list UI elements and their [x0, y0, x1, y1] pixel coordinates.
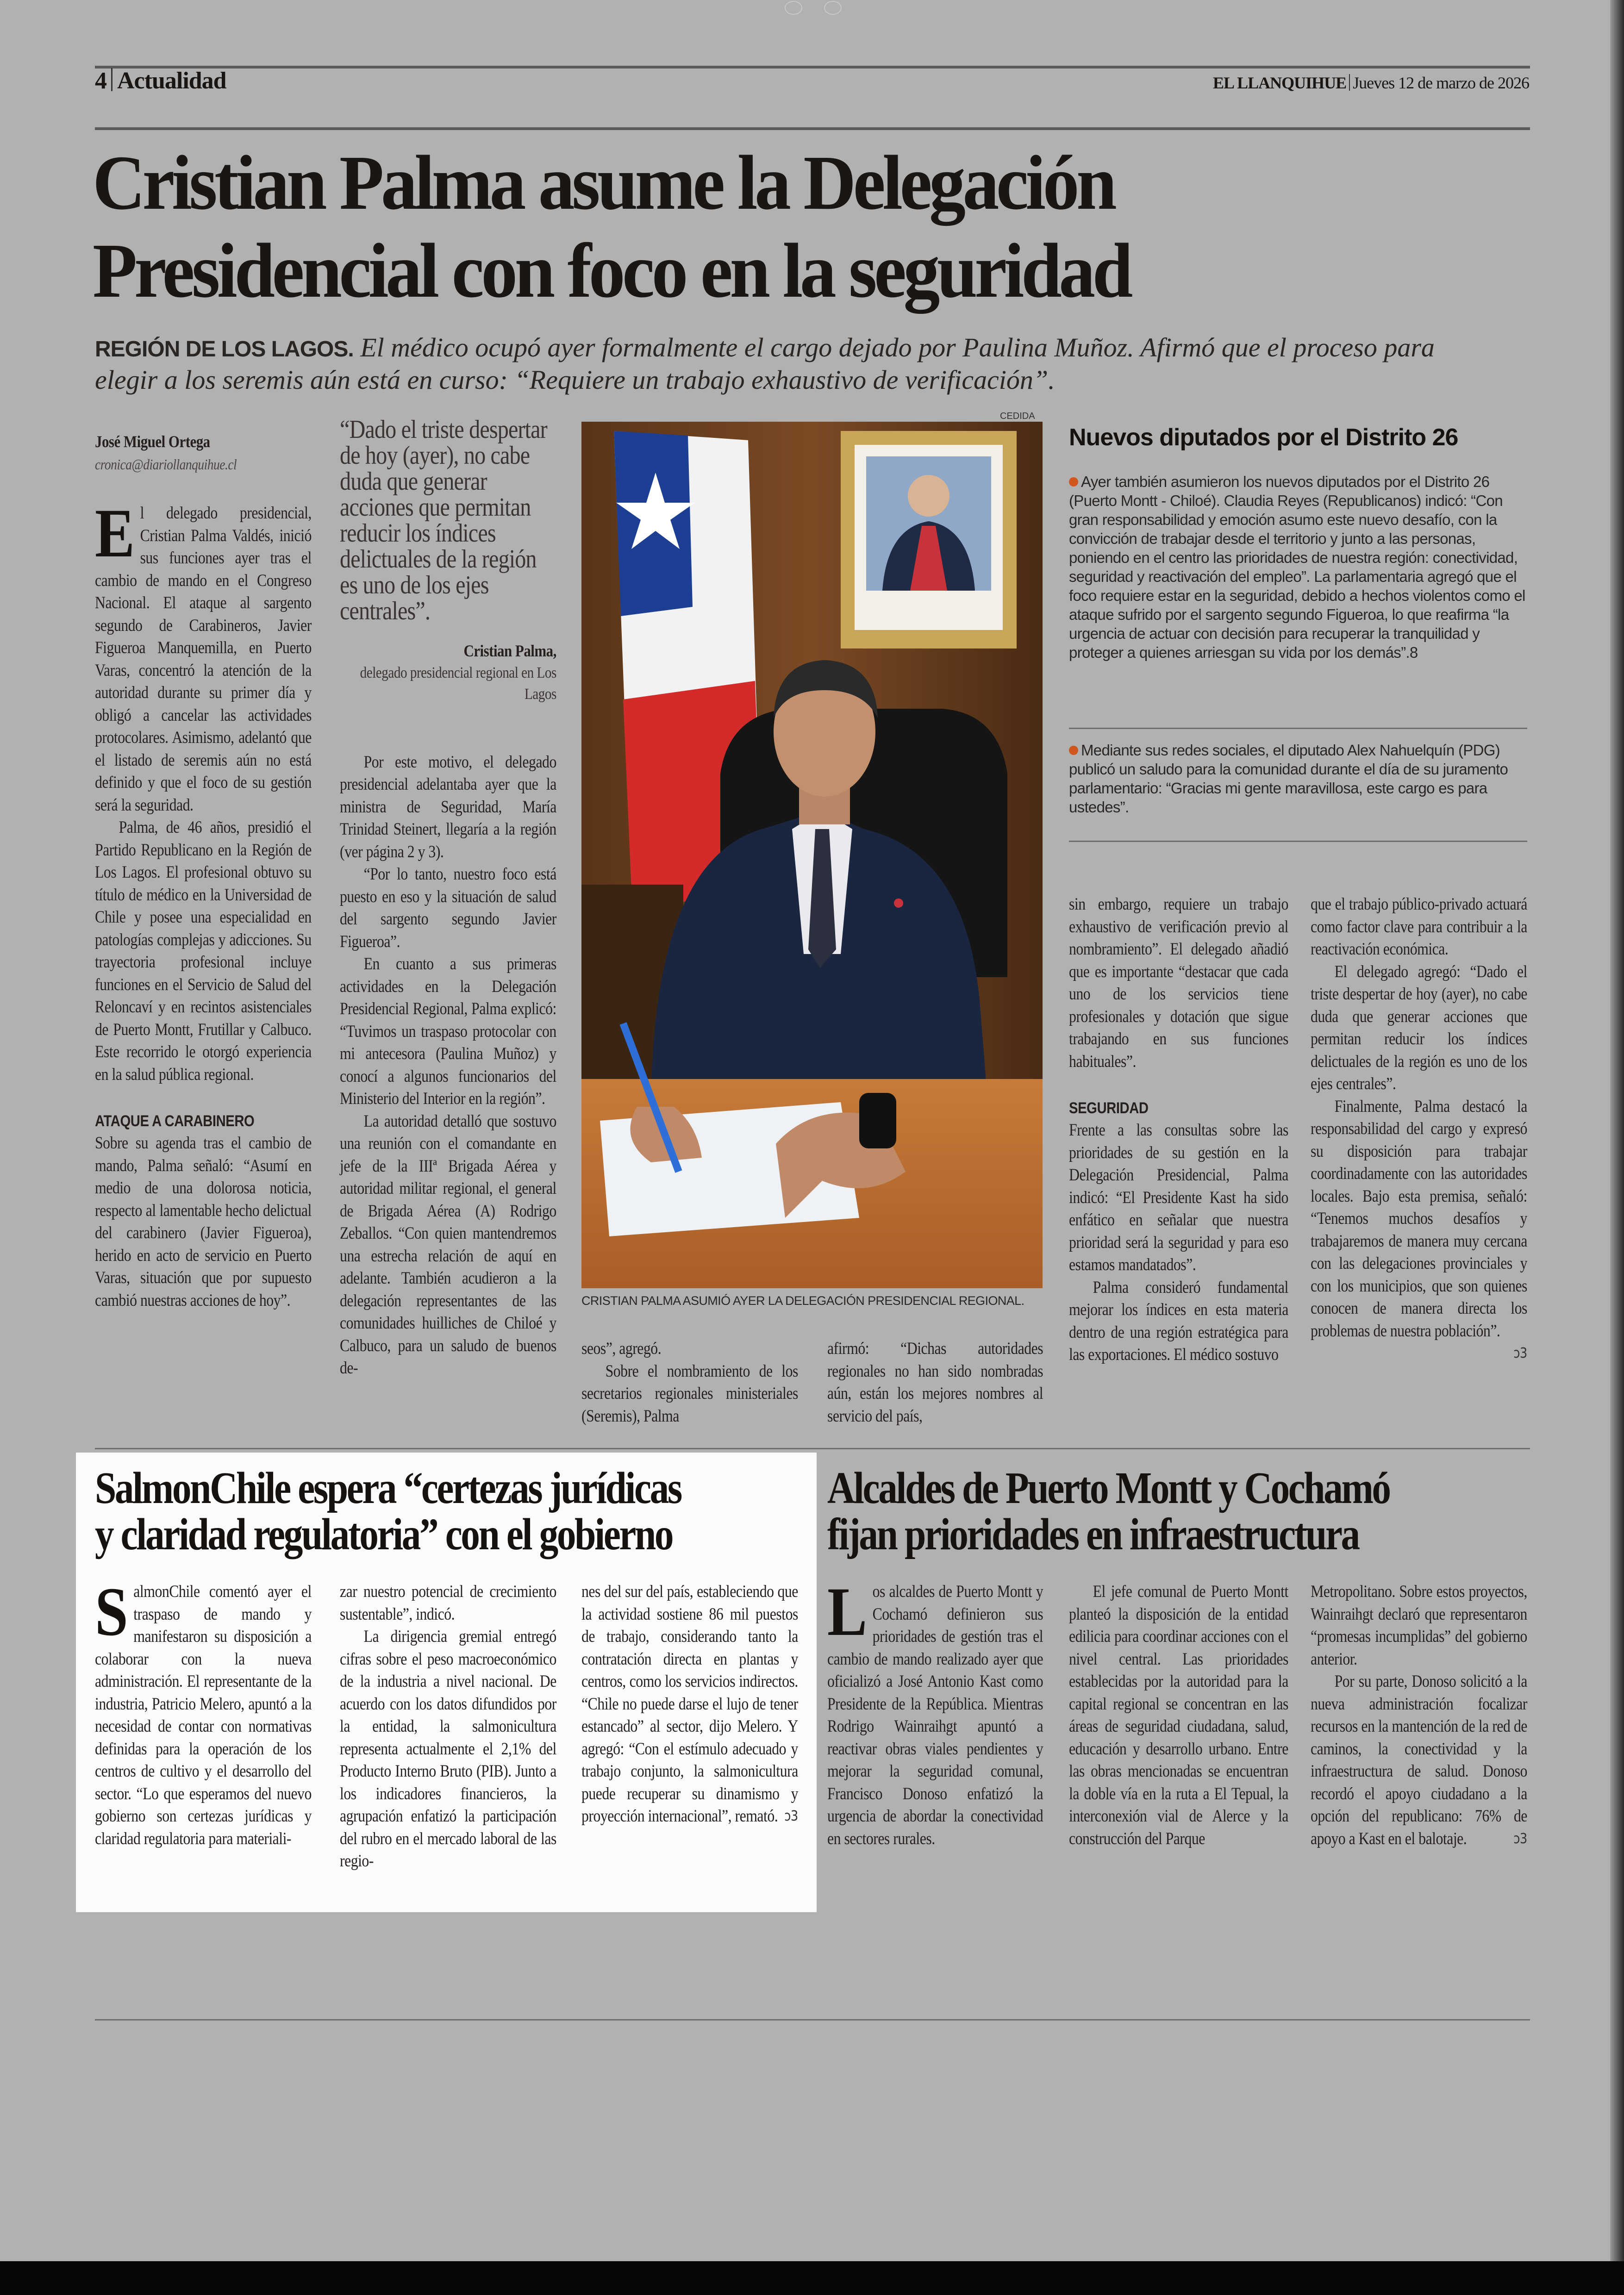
- salmonchile-column-2: [340, 1581, 556, 1873]
- paragraph: [581, 1581, 798, 1828]
- paragraph: [1069, 1119, 1288, 1277]
- paragraph: [340, 1581, 556, 1626]
- paragraph-text: que el trabajo público-privado actuará como factor clave para contribuir a la reactivación económica.: [1311, 895, 1527, 959]
- edition-date: Jueves 12 de marzo de 2026: [1353, 74, 1529, 92]
- paragraph: [1311, 1096, 1527, 1361]
- framed-portrait: [841, 431, 1017, 649]
- paragraph-text: Palma, de 46 años, presidió el Partido Republicano en la Región de Los Lagos. El profesional obtuvo su título de médico en la Universidad de Chile y posee una especialidad en patologías complejas y adicciones. Su trayectoria profesional incluye funciones en el Servicio de Salud del Reloncaví y en recintos asistenciales de Puerto Montt, Frutillar y Calbuco. Este recorrido le otorgó experiencia en la salud pública regional.: [95, 818, 312, 1084]
- main-column-3: [581, 1338, 798, 1428]
- drop-cap: S: [95, 1573, 128, 1650]
- newspaper-name: EL LLANQUIHUE: [1213, 74, 1347, 92]
- sidebar-divider: [1069, 728, 1527, 729]
- paragraph-text: seos”, agregó.: [581, 1339, 662, 1358]
- paragraph-text: l delegado presidencial, Cristian Palma Valdés, inició sus funciones ayer tras el cambio de mando en el Congreso Nacional. El ataque al sargento segundo de Carabineros, Javier Figueroa Manquemilla, en Puerto Varas, concentró la atención de la autoridad durante su primer día y obligó a cancelar las actividades protocolares. Asimismo, adelantó que el listado de seremis aún no está definido y que el foco de su gestión será la seguridad.: [95, 504, 312, 815]
- paragraph-text: En cuanto a sus primeras actividades en la Delegación Presidencial Regional, Palma explicó: “Tuvimos un traspaso protocolar con mi antecesora (Paulina Muñoz) y conocí a algunos funcionarios del Ministerio del Interior en la región”.: [340, 954, 556, 1108]
- paragraph: [95, 817, 312, 1086]
- section-header: [95, 67, 226, 94]
- screen-bottom-bar: [0, 2261, 1624, 2295]
- deck-text: El médico ocupó ayer formalmente el cargo dejado por Paulina Muñoz. Afirmó que el proceso para elegir a los seremis aún está en curso: “Requiere un trabajo exhaustivo de verificación”.: [95, 332, 1435, 395]
- alcaldes-column-2: [1069, 1581, 1288, 1850]
- end-mark-icon: ↄ3: [1513, 1345, 1527, 1361]
- paragraph-text: Finalmente, Palma destacó la responsabilidad del cargo y expresó su disposición para trabajar coordinadamente con las autoridades locales. Bajo esta premisa, señaló: “Tenemos muchos desafíos y trabajaremos de manera muy cercana con las delegaciones provinciales y con los municipios, que son quienes conocen de manera directa los problemas de nuestra población”.: [1311, 1097, 1527, 1341]
- paragraph-text: nes del sur del país, estableciendo que la actividad sostiene 86 mil puestos de trabajo, considerando tanto la contratación directa en plantas y centros, como los servicios indirectos. “Chile no puede darse el lujo de tener estancado” al sector, dijo Melero. Y agregó: “Con el estímulo adecuado y trabajo conjunto, la salmonicultura puede recuperar su dinamismo y proyección internacional”, remató.: [581, 1582, 798, 1826]
- subheading: [95, 1110, 312, 1132]
- paragraph-text: Sobre su agenda tras el cambio de mando, Palma señaló: “Asumí en medio de una dolorosa noticia, respecto al lamentable hecho delictual del carabinero (Javier Figueroa), herido en acto de servicio en Puerto Varas, situación que por supuesto cambió nuestras acciones de hoy”.: [95, 1134, 312, 1310]
- paragraph-text: Por este motivo, el delegado presidencial adelantaba ayer que la ministra de Seguridad, María Trinidad Steinert, llegaría a la región (ver página 2 y 3).: [340, 752, 556, 861]
- paragraph: [827, 1338, 1043, 1428]
- page-number: 4: [95, 68, 106, 94]
- paragraph-text: “Por lo tanto, nuestro foco está puesto en eso y la situación de salud del sargento segundo Javier Figueroa”.: [340, 865, 556, 951]
- paragraph-text: El jefe comunal de Puerto Montt planteó la disposición de la entidad edilicia para coordinar acciones con el nivel central. Las prioridades establecidas por la autoridad para la capital regional se concentran en las áreas de seguridad ciudadana, salud, educación y desarrollo urbano. Entre las obras mencionadas se encuentran la doble vía en la ruta a El Tepual, la interconexión vial de Alerce y la construcción del Parque: [1069, 1582, 1288, 1848]
- paragraph-text: afirmó: “Dichas autoridades regionales no han sido nombradas aún, están los mejores nombres al servicio del país,: [827, 1339, 1043, 1426]
- paragraph-text: Sobre el nombramiento de los secretarios regionales ministeriales (Seremis), Palma: [581, 1361, 798, 1426]
- paragraph: [1311, 893, 1527, 961]
- paragraph: [581, 1360, 798, 1428]
- paragraph: [340, 863, 556, 953]
- paragraph: [1069, 1277, 1288, 1366]
- paragraph-text: ATAQUE A CARABINERO: [95, 1112, 255, 1130]
- header-rule: [95, 127, 1530, 130]
- paragraph: [340, 1626, 556, 1873]
- end-mark-icon: ↄ3: [1513, 1830, 1527, 1847]
- quote-role: delegado presidencial regional en Los Lagos: [360, 664, 556, 703]
- main-column-1: [95, 430, 312, 1312]
- byline-author: José Miguel Ortega: [95, 432, 210, 451]
- sidebar-item-text: Mediante sus redes sociales, el diputado Alex Nahuelquín (PDG) publicó un saludo para la comunidad durante el día de su juramento parlamentario: “Gracias mi gente maravillosa, este cargo es para ustedes”.: [1069, 742, 1508, 816]
- main-headline: [93, 139, 1463, 315]
- viewer-prev-icon[interactable]: [785, 1, 802, 15]
- salmonchile-headline: SalmonChile espera “certezas jurídicas y claridad regulatoria” con el gobierno: [95, 1463, 681, 1559]
- sidebar-divider: [1069, 841, 1527, 842]
- paragraph: [340, 751, 556, 864]
- bullet-icon: [1069, 746, 1078, 755]
- paragraph: [1311, 1581, 1527, 1671]
- drop-cap: L: [827, 1573, 867, 1650]
- photo-caption: CRISTIAN PALMA ASUMIÓ AYER LA DELEGACIÓN PRESIDENCIAL REGIONAL.: [581, 1294, 1024, 1308]
- headline-line: Cristian Palma asume la Delegación: [93, 140, 1114, 226]
- pull-quote: “Dado el triste despertar de hoy (ayer), no cabe duda que generar acciones que permitan reducir los índices delictuales de la región es uno de los ejes centrales”.: [340, 415, 547, 625]
- sidebar-item: [1069, 741, 1527, 817]
- paragraph-text: sin embargo, requiere un trabajo exhaustivo de verificación previo al nombramiento”. El delegado añadió que es importante “destacar que cada uno de los servicios tiene profesionales y dotación que sigue trabajando en sus funciones habituales”.: [1069, 895, 1288, 1071]
- divider: [111, 68, 112, 91]
- byline-email[interactable]: cronica@diariollanquihue.cl: [95, 455, 237, 473]
- sidebar-item: [1069, 472, 1527, 662]
- bottom-rule: [95, 2019, 1530, 2021]
- drop-cap: E: [95, 495, 135, 572]
- end-mark-icon: ↄ3: [784, 1808, 798, 1824]
- main-column-4: [827, 1338, 1043, 1428]
- paragraph: [827, 1573, 1043, 1850]
- photo-credit: CEDIDA: [1000, 411, 1035, 421]
- alcaldes-column-3: [1311, 1581, 1527, 1850]
- paragraph-text: SEGURIDAD: [1069, 1099, 1149, 1117]
- section-divider: [95, 1448, 1530, 1449]
- paragraph: [1311, 961, 1527, 1096]
- headline-line: Presidencial con foco en la seguridad: [93, 228, 1130, 314]
- article-deck: [95, 332, 1484, 395]
- alcaldes-headline: Alcaldes de Puerto Montt y Cochamó fijan prioridades en infraestructura: [827, 1463, 1390, 1559]
- paragraph-text: Palma consideró fundamental mejorar los índices en esta materia dentro de una región estratégica para las exportaciones. El médico sostuvo: [1069, 1278, 1288, 1364]
- paragraph-text: Por su parte, Donoso solicitó a la nueva administración focalizar recursos en la mantención de la red de caminos, la conectividad y la infraestructura de salud. Donoso recordó el apoyo ciudadano a la opción del republicano: 76% de apoyo a Kast en el balotaje.: [1311, 1672, 1527, 1848]
- section-name: Actualidad: [117, 68, 226, 94]
- paragraph-text: Frente a las consultas sobre las prioridades de su gestión en la Delegación Presidencial, Palma indicó: “El Presidente Kast ha sido enfático en señalar que nuestra prioridad será la seguridad y para eso estamos mandatados”.: [1069, 1121, 1288, 1274]
- bullet-icon: [1069, 477, 1078, 486]
- top-rule: [95, 66, 1530, 69]
- viewer-next-icon[interactable]: [824, 1, 842, 15]
- main-column-2: [340, 417, 556, 1380]
- paragraph-text: El delegado agregó: “Dado el triste despertar de hoy (ayer), no cabe duda que generar acciones que permitan reducir los índices delictuales de la región es uno de los ejes centrales”.: [1311, 962, 1527, 1093]
- divider: [1349, 74, 1350, 91]
- paragraph: [581, 1338, 798, 1360]
- salmonchile-column-1: [95, 1573, 312, 1850]
- subheading: [1069, 1097, 1288, 1119]
- sidebar-title: Nuevos diputados por el Distrito 26: [1069, 424, 1458, 451]
- main-column-5: [1069, 893, 1288, 1366]
- paragraph: [95, 1132, 312, 1312]
- page-edge: [1610, 0, 1624, 2295]
- paragraph: [340, 1110, 556, 1380]
- paragraph-text: La dirigencia gremial entregó cifras sobre el peso macroeconómico de la industria a nivel nacional. De acuerdo con los datos difundidos por la entidad, la salmonicultura representa actualmente el 2,1% del Producto Interno Bruto (PIB). Junto a los indicadores financieros, la agrupación enfatizó la participación del rubro en el mercado laboral de las regio-: [340, 1627, 556, 1871]
- quote-author: Cristian Palma,: [463, 642, 556, 660]
- paragraph: [1069, 1581, 1288, 1850]
- paragraph-text: almonChile comentó ayer el traspaso de mando y manifestaron su disposición a colaborar con la nueva administración. El representante de la industria, Patricio Melero, apuntó a la necesidad de contar con normativas definidas para la operación de los centros de cultivo y el desarrollo del sector. “Lo que esperamos del nuevo gobierno son certezas jurídicas y claridad regulatoria para materiali-: [95, 1582, 312, 1848]
- paragraph-text: zar nuestro potencial de crecimiento sustentable”, indicó.: [340, 1582, 556, 1624]
- edition-info: [1213, 73, 1529, 93]
- sidebar-item-text: Ayer también asumieron los nuevos diputados por el Distrito 26 (Puerto Montt - Chiloé). Claudia Reyes (Republicanos) indicó: “Con gran responsabilidad y emoción asumo este nuevo desafío, con la convicción de trabajar desde el territorio y junto a las personas, poniendo en el centro las prioridades de nuestra región: conectividad, seguridad y reactivación del empleo”. La parlamentaria agregó que el foco requiere estar en la seguridad, debido a hechos violentos como el ataque sufrido por el sargento segundo Figueroa, lo que reafirma “la urgencia de actuar con decisión para recuperar la tranquilidad y proteger a quienes arriesgan su vida por los demás”.8: [1069, 473, 1525, 661]
- paragraph: [95, 495, 312, 817]
- salmonchile-column-3: [581, 1581, 798, 1828]
- paragraph: [1311, 1671, 1527, 1850]
- paragraph-text: La autoridad detalló que sostuvo una reunión con el comandante en jefe de la IIIª Brigada Aérea y autoridad militar regional, el general de Brigada Aérea (A) Rodrigo Zeballos. “Con quien mantendremos una estrecha relación de aquí en adelante. También acudieron a la delegación representantes de las comunidades huilliches de Chiloé y Calbuco, para un saludo de buenos de-: [340, 1111, 556, 1378]
- paragraph-text: Metropolitano. Sobre estos proyectos, Wainraihgt declaró que representaron “promesas incumplidas” del gobierno anterior.: [1311, 1582, 1527, 1669]
- article-photo: [581, 422, 1043, 1288]
- alcaldes-column-1: [827, 1573, 1043, 1850]
- wristwatch: [859, 1093, 896, 1148]
- paragraph: [1069, 893, 1288, 1073]
- paragraph-text: os alcaldes de Puerto Montt y Cochamó definieron sus prioridades de gestión tras el cambio de mando realizado ayer que oficializó a José Antonio Kast como Presidente de la República. Mientras Rodrigo Wainraihgt apuntó a reactivar obras viales pendientes y mejorar la seguridad comunal, Francisco Donoso enfatizó la urgencia de abordar la conectividad en sectores rurales.: [827, 1582, 1043, 1848]
- paragraph: [95, 1573, 312, 1850]
- main-column-6: [1311, 893, 1527, 1365]
- kicker: REGIÓN DE LOS LAGOS.: [95, 337, 354, 362]
- paragraph: [340, 953, 556, 1110]
